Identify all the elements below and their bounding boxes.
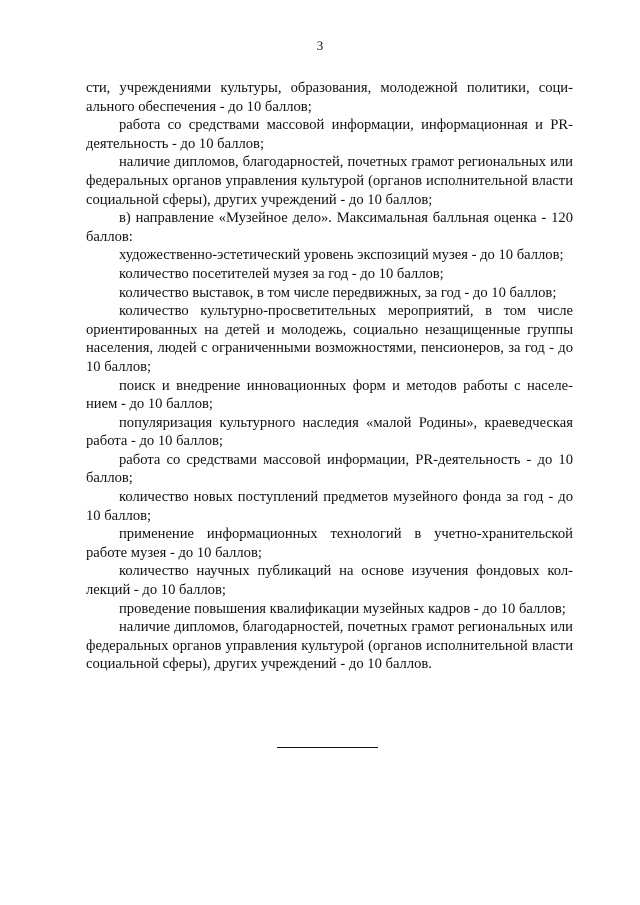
paragraph: проведение повышения квалификации музейных кадров - до 10 баллов;	[119, 600, 566, 617]
paragraph: количество посетителей музея за год - до 10 баллов;	[119, 265, 444, 282]
paragraph: наличие дипломов, благодарностей, почетных грамот региональных или федеральных органов управления культурой (органов исполнительной власти социальной сферы), других учреждений - до 10 баллов.	[86, 619, 573, 673]
paragraph: наличие дипломов, благодарностей, почетных грамот региональных или федеральных органов управления культурой (органов исполнительной власти социальной сферы), других учреждений - до 10 баллов;	[86, 154, 573, 208]
paragraph: художественно-эстетический уровень экспозиций музея - до 10 баллов;	[119, 247, 564, 264]
end-of-document-rule	[277, 747, 378, 748]
page-number: 3	[316, 38, 324, 53]
paragraph: количество научных публикаций на основе изучения фондовых коллекций - до 10 баллов;	[86, 563, 573, 599]
paragraph: количество выставок, в том числе передвижных, за год - до 10 баллов;	[119, 284, 557, 301]
paragraph: количество культурно-просветительных мероприятий, в том числе ориентированных на детей и молодежь, социально незащищенные группы населения, людей с ограниченными возможностями, пенсионеров, за год - до 10 баллов;	[86, 303, 573, 375]
document-body	[86, 79, 573, 674]
section-heading-museum: в) направление «Музейное дело». Максимальная балльная оценка - 120 баллов:	[86, 210, 573, 245]
paragraph: работа со средствами массовой информации, PR-деятельность - до 10 баллов;	[86, 451, 573, 487]
paragraph: поиск и внедрение инновационных форм и методов работы с населением - до 10 баллов;	[86, 377, 573, 413]
paragraph: применение информационных технологий в учетно-хранительской работе музея - до 10 баллов;	[86, 526, 573, 561]
paragraph: работа со средствами массовой информации, информационная и PR-деятельность - до 10 баллов;	[86, 117, 573, 152]
paragraph: сти, учреждениями культуры, образования, молодежной политики, социального обеспечения - до 10 баллов;	[86, 80, 573, 115]
paragraph: популяризация культурного наследия «малой Родины», краеведческая работа - до 10 баллов;	[86, 414, 573, 450]
paragraph: количество новых поступлений предметов музейного фонда за год - до 10 баллов;	[86, 489, 573, 524]
